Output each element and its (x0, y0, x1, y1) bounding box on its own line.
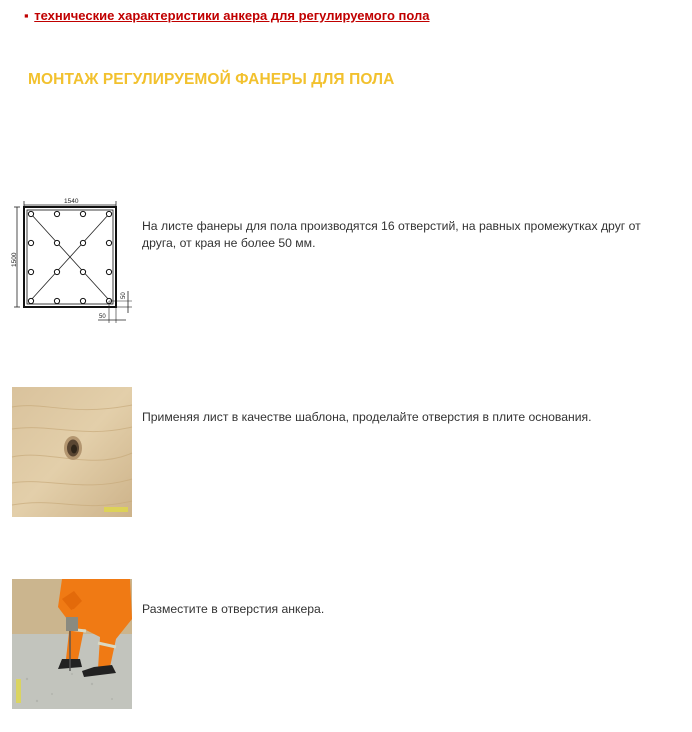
worker-installing-anchors-photo (12, 579, 132, 709)
top-link-row (24, 8, 430, 23)
bullet-icon: ▪ (24, 8, 29, 23)
step-1-text: На листе фанеры для пола производятся 16 отверстий, на равных промежутках друг от друга, от края не более 50 мм. (142, 219, 641, 250)
step-2 (0, 387, 692, 517)
page-title: МОНТАЖ РЕГУЛИРУЕМОЙ ФАНЕРЫ ДЛЯ ПОЛА (28, 71, 395, 88)
height-label: 1500 (11, 252, 18, 267)
step-3-text: Разместите в отверстия анкера. (142, 602, 325, 616)
edge-bottom-label: 50 (99, 314, 106, 320)
plywood-layout-drawing (12, 195, 137, 330)
step-2-text: Применяя лист в качестве шаблона, проделайте отверстия в плите основания. (142, 410, 592, 424)
anchor-specs-link[interactable]: технические характеристики анкера для регулируемого пола (34, 8, 430, 23)
drilled-plywood-photo (12, 387, 132, 517)
width-label: 1540 (64, 198, 79, 205)
step-3 (0, 579, 692, 709)
step-1 (0, 195, 692, 335)
edge-right-label: 50 (121, 292, 127, 299)
